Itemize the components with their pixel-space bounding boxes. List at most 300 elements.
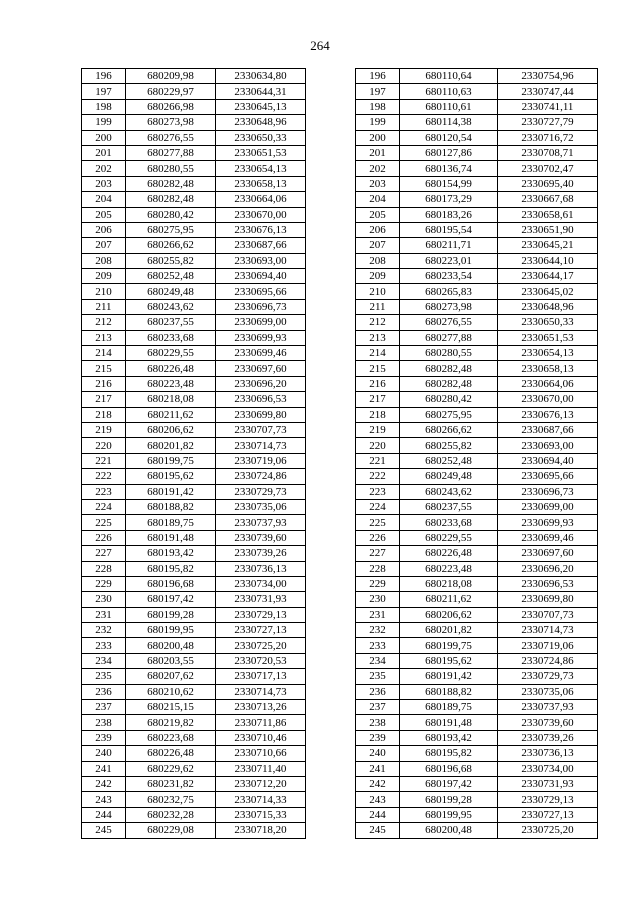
column-gap	[306, 407, 356, 422]
left-y-coordinate-cell: 2330711,40	[216, 761, 306, 776]
column-gap	[306, 684, 356, 699]
right-point-number-cell: 241	[356, 761, 400, 776]
right-x-coordinate-cell: 680200,48	[400, 823, 498, 838]
right-point-number-cell: 202	[356, 161, 400, 176]
column-gap	[306, 115, 356, 130]
left-x-coordinate-cell: 680191,42	[126, 484, 216, 499]
table-row	[82, 192, 598, 207]
left-y-coordinate-cell: 2330731,93	[216, 592, 306, 607]
left-y-coordinate-cell: 2330699,00	[216, 315, 306, 330]
left-x-coordinate-cell: 680210,62	[126, 684, 216, 699]
column-gap	[306, 192, 356, 207]
table-row	[82, 807, 598, 822]
left-x-coordinate-cell: 680226,48	[126, 746, 216, 761]
column-gap	[306, 284, 356, 299]
left-point-number-cell: 212	[82, 315, 126, 330]
right-x-coordinate-cell: 680237,55	[400, 499, 498, 514]
right-point-number-cell: 196	[356, 69, 400, 84]
left-y-coordinate-cell: 2330717,13	[216, 669, 306, 684]
left-point-number-cell: 225	[82, 515, 126, 530]
left-point-number-cell: 229	[82, 576, 126, 591]
column-gap	[306, 176, 356, 191]
right-point-number-cell: 232	[356, 623, 400, 638]
right-point-number-cell: 238	[356, 715, 400, 730]
left-y-coordinate-cell: 2330696,53	[216, 392, 306, 407]
left-x-coordinate-cell: 680201,82	[126, 438, 216, 453]
table-row	[82, 576, 598, 591]
right-y-coordinate-cell: 2330707,73	[498, 607, 598, 622]
right-y-coordinate-cell: 2330741,11	[498, 99, 598, 114]
column-gap	[306, 222, 356, 237]
right-point-number-cell: 217	[356, 392, 400, 407]
left-x-coordinate-cell: 680275,95	[126, 222, 216, 237]
right-y-coordinate-cell: 2330697,60	[498, 546, 598, 561]
left-point-number-cell: 231	[82, 607, 126, 622]
left-y-coordinate-cell: 2330693,00	[216, 253, 306, 268]
left-y-coordinate-cell: 2330710,46	[216, 730, 306, 745]
left-y-coordinate-cell: 2330714,73	[216, 684, 306, 699]
table-row	[82, 422, 598, 437]
right-point-number-cell: 237	[356, 700, 400, 715]
left-y-coordinate-cell: 2330707,73	[216, 422, 306, 437]
table-row	[82, 115, 598, 130]
column-gap	[306, 361, 356, 376]
right-x-coordinate-cell: 680195,62	[400, 653, 498, 668]
left-y-coordinate-cell: 2330696,73	[216, 299, 306, 314]
left-point-number-cell: 241	[82, 761, 126, 776]
column-gap	[306, 576, 356, 591]
left-point-number-cell: 244	[82, 807, 126, 822]
table-row	[82, 700, 598, 715]
table-row	[82, 499, 598, 514]
right-y-coordinate-cell: 2330702,47	[498, 161, 598, 176]
table-row	[82, 161, 598, 176]
left-x-coordinate-cell: 680188,82	[126, 499, 216, 514]
left-x-coordinate-cell: 680255,82	[126, 253, 216, 268]
column-gap	[306, 484, 356, 499]
left-x-coordinate-cell: 680243,62	[126, 299, 216, 314]
right-x-coordinate-cell: 680223,48	[400, 561, 498, 576]
table-row	[82, 546, 598, 561]
column-gap	[306, 746, 356, 761]
left-point-number-cell: 220	[82, 438, 126, 453]
right-x-coordinate-cell: 680211,62	[400, 592, 498, 607]
right-y-coordinate-cell: 2330645,02	[498, 284, 598, 299]
right-point-number-cell: 244	[356, 807, 400, 822]
left-x-coordinate-cell: 680229,97	[126, 84, 216, 99]
left-point-number-cell: 243	[82, 792, 126, 807]
right-point-number-cell: 229	[356, 576, 400, 591]
left-y-coordinate-cell: 2330697,60	[216, 361, 306, 376]
right-y-coordinate-cell: 2330658,13	[498, 361, 598, 376]
right-point-number-cell: 223	[356, 484, 400, 499]
left-x-coordinate-cell: 680280,42	[126, 207, 216, 222]
right-point-number-cell: 227	[356, 546, 400, 561]
table-row	[82, 561, 598, 576]
column-gap	[306, 99, 356, 114]
column-gap	[306, 715, 356, 730]
column-gap	[306, 130, 356, 145]
column-gap	[306, 669, 356, 684]
left-point-number-cell: 232	[82, 623, 126, 638]
right-point-number-cell: 206	[356, 222, 400, 237]
right-point-number-cell: 203	[356, 176, 400, 191]
right-y-coordinate-cell: 2330650,33	[498, 315, 598, 330]
left-x-coordinate-cell: 680280,55	[126, 161, 216, 176]
right-point-number-cell: 218	[356, 407, 400, 422]
right-x-coordinate-cell: 680110,61	[400, 99, 498, 114]
left-x-coordinate-cell: 680196,68	[126, 576, 216, 591]
column-gap	[306, 392, 356, 407]
column-gap	[306, 546, 356, 561]
table-row	[82, 361, 598, 376]
left-y-coordinate-cell: 2330648,96	[216, 115, 306, 130]
left-x-coordinate-cell: 680189,75	[126, 515, 216, 530]
right-x-coordinate-cell: 680282,48	[400, 361, 498, 376]
table-row	[82, 715, 598, 730]
right-point-number-cell: 224	[356, 499, 400, 514]
left-point-number-cell: 219	[82, 422, 126, 437]
coordinates-table	[81, 68, 598, 839]
left-point-number-cell: 217	[82, 392, 126, 407]
left-y-coordinate-cell: 2330634,80	[216, 69, 306, 84]
left-point-number-cell: 221	[82, 453, 126, 468]
column-gap	[306, 469, 356, 484]
left-y-coordinate-cell: 2330670,00	[216, 207, 306, 222]
left-point-number-cell: 210	[82, 284, 126, 299]
column-gap	[306, 438, 356, 453]
right-point-number-cell: 243	[356, 792, 400, 807]
table-row	[82, 592, 598, 607]
table-row	[82, 315, 598, 330]
table-row	[82, 284, 598, 299]
left-y-coordinate-cell: 2330729,13	[216, 607, 306, 622]
right-y-coordinate-cell: 2330670,00	[498, 392, 598, 407]
right-point-number-cell: 197	[356, 84, 400, 99]
table-row	[82, 761, 598, 776]
left-point-number-cell: 223	[82, 484, 126, 499]
right-x-coordinate-cell: 680154,99	[400, 176, 498, 191]
table-row	[82, 253, 598, 268]
table-row	[82, 484, 598, 499]
right-y-coordinate-cell: 2330727,79	[498, 115, 598, 130]
left-point-number-cell: 230	[82, 592, 126, 607]
right-x-coordinate-cell: 680252,48	[400, 453, 498, 468]
column-gap	[306, 730, 356, 745]
left-x-coordinate-cell: 680223,48	[126, 376, 216, 391]
right-point-number-cell: 207	[356, 238, 400, 253]
column-gap	[306, 299, 356, 314]
right-y-coordinate-cell: 2330699,93	[498, 515, 598, 530]
right-point-number-cell: 245	[356, 823, 400, 838]
left-y-coordinate-cell: 2330739,26	[216, 546, 306, 561]
table-row	[82, 469, 598, 484]
table-row	[82, 238, 598, 253]
right-x-coordinate-cell: 680110,64	[400, 69, 498, 84]
right-point-number-cell: 211	[356, 299, 400, 314]
left-x-coordinate-cell: 680219,82	[126, 715, 216, 730]
right-point-number-cell: 228	[356, 561, 400, 576]
left-x-coordinate-cell: 680282,48	[126, 176, 216, 191]
column-gap	[306, 807, 356, 822]
right-point-number-cell: 219	[356, 422, 400, 437]
left-y-coordinate-cell: 2330736,13	[216, 561, 306, 576]
left-point-number-cell: 237	[82, 700, 126, 715]
left-x-coordinate-cell: 680193,42	[126, 546, 216, 561]
left-point-number-cell: 197	[82, 84, 126, 99]
right-x-coordinate-cell: 680276,55	[400, 315, 498, 330]
right-point-number-cell: 214	[356, 346, 400, 361]
right-point-number-cell: 201	[356, 145, 400, 160]
column-gap	[306, 161, 356, 176]
left-x-coordinate-cell: 680197,42	[126, 592, 216, 607]
left-point-number-cell: 203	[82, 176, 126, 191]
left-y-coordinate-cell: 2330650,33	[216, 130, 306, 145]
left-y-coordinate-cell: 2330699,93	[216, 330, 306, 345]
left-x-coordinate-cell: 680252,48	[126, 269, 216, 284]
left-x-coordinate-cell: 680218,08	[126, 392, 216, 407]
table-row	[82, 299, 598, 314]
table-row	[82, 376, 598, 391]
right-y-coordinate-cell: 2330729,13	[498, 792, 598, 807]
right-x-coordinate-cell: 680280,55	[400, 346, 498, 361]
left-y-coordinate-cell: 2330658,13	[216, 176, 306, 191]
left-x-coordinate-cell: 680215,15	[126, 700, 216, 715]
left-point-number-cell: 215	[82, 361, 126, 376]
left-y-coordinate-cell: 2330645,13	[216, 99, 306, 114]
left-point-number-cell: 242	[82, 776, 126, 791]
table-row	[82, 823, 598, 838]
right-point-number-cell: 209	[356, 269, 400, 284]
table-row	[82, 669, 598, 684]
right-y-coordinate-cell: 2330747,44	[498, 84, 598, 99]
right-y-coordinate-cell: 2330658,61	[498, 207, 598, 222]
column-gap	[306, 207, 356, 222]
left-y-coordinate-cell: 2330725,20	[216, 638, 306, 653]
right-x-coordinate-cell: 680173,29	[400, 192, 498, 207]
right-point-number-cell: 222	[356, 469, 400, 484]
left-y-coordinate-cell: 2330664,06	[216, 192, 306, 207]
right-point-number-cell: 221	[356, 453, 400, 468]
column-gap	[306, 515, 356, 530]
column-gap	[306, 561, 356, 576]
column-gap	[306, 700, 356, 715]
right-x-coordinate-cell: 680191,48	[400, 715, 498, 730]
left-point-number-cell: 239	[82, 730, 126, 745]
table-row	[82, 222, 598, 237]
left-x-coordinate-cell: 680249,48	[126, 284, 216, 299]
right-y-coordinate-cell: 2330695,40	[498, 176, 598, 191]
right-point-number-cell: 236	[356, 684, 400, 699]
left-y-coordinate-cell: 2330724,86	[216, 469, 306, 484]
right-y-coordinate-cell: 2330676,13	[498, 407, 598, 422]
table-row	[82, 623, 598, 638]
table-row	[82, 269, 598, 284]
right-y-coordinate-cell: 2330719,06	[498, 638, 598, 653]
table-row	[82, 69, 598, 84]
left-point-number-cell: 207	[82, 238, 126, 253]
left-x-coordinate-cell: 680199,75	[126, 453, 216, 468]
right-point-number-cell: 220	[356, 438, 400, 453]
table-row	[82, 746, 598, 761]
right-point-number-cell: 200	[356, 130, 400, 145]
right-x-coordinate-cell: 680120,54	[400, 130, 498, 145]
table-row	[82, 730, 598, 745]
table-row	[82, 684, 598, 699]
right-y-coordinate-cell: 2330727,13	[498, 807, 598, 822]
column-gap	[306, 638, 356, 653]
right-x-coordinate-cell: 680211,71	[400, 238, 498, 253]
right-point-number-cell: 230	[356, 592, 400, 607]
table-row	[82, 515, 598, 530]
left-point-number-cell: 224	[82, 499, 126, 514]
table-row	[82, 407, 598, 422]
right-y-coordinate-cell: 2330729,73	[498, 669, 598, 684]
right-y-coordinate-cell: 2330724,86	[498, 653, 598, 668]
right-y-coordinate-cell: 2330735,06	[498, 684, 598, 699]
right-point-number-cell: 233	[356, 638, 400, 653]
right-x-coordinate-cell: 680197,42	[400, 776, 498, 791]
left-x-coordinate-cell: 680231,82	[126, 776, 216, 791]
right-y-coordinate-cell: 2330739,26	[498, 730, 598, 745]
right-point-number-cell: 239	[356, 730, 400, 745]
table-row	[82, 453, 598, 468]
right-point-number-cell: 210	[356, 284, 400, 299]
right-x-coordinate-cell: 680110,63	[400, 84, 498, 99]
table-row	[82, 99, 598, 114]
left-point-number-cell: 235	[82, 669, 126, 684]
left-point-number-cell: 200	[82, 130, 126, 145]
right-point-number-cell: 235	[356, 669, 400, 684]
table-row	[82, 776, 598, 791]
left-point-number-cell: 202	[82, 161, 126, 176]
right-x-coordinate-cell: 680127,86	[400, 145, 498, 160]
column-gap	[306, 761, 356, 776]
left-x-coordinate-cell: 680211,62	[126, 407, 216, 422]
right-y-coordinate-cell: 2330693,00	[498, 438, 598, 453]
right-point-number-cell: 198	[356, 99, 400, 114]
left-x-coordinate-cell: 680200,48	[126, 638, 216, 653]
left-x-coordinate-cell: 680232,75	[126, 792, 216, 807]
right-point-number-cell: 225	[356, 515, 400, 530]
left-point-number-cell: 208	[82, 253, 126, 268]
column-gap	[306, 499, 356, 514]
left-y-coordinate-cell: 2330734,00	[216, 576, 306, 591]
left-x-coordinate-cell: 680223,68	[126, 730, 216, 745]
left-point-number-cell: 228	[82, 561, 126, 576]
right-point-number-cell: 204	[356, 192, 400, 207]
right-x-coordinate-cell: 680229,55	[400, 530, 498, 545]
right-x-coordinate-cell: 680223,01	[400, 253, 498, 268]
right-y-coordinate-cell: 2330716,72	[498, 130, 598, 145]
left-point-number-cell: 238	[82, 715, 126, 730]
right-x-coordinate-cell: 680233,68	[400, 515, 498, 530]
left-x-coordinate-cell: 680237,55	[126, 315, 216, 330]
right-x-coordinate-cell: 680255,82	[400, 438, 498, 453]
left-x-coordinate-cell: 680233,68	[126, 330, 216, 345]
left-x-coordinate-cell: 680209,98	[126, 69, 216, 84]
right-y-coordinate-cell: 2330667,68	[498, 192, 598, 207]
table-row	[82, 176, 598, 191]
left-point-number-cell: 196	[82, 69, 126, 84]
right-y-coordinate-cell: 2330645,21	[498, 238, 598, 253]
right-y-coordinate-cell: 2330644,10	[498, 253, 598, 268]
right-x-coordinate-cell: 680199,28	[400, 792, 498, 807]
left-y-coordinate-cell: 2330696,20	[216, 376, 306, 391]
right-point-number-cell: 231	[356, 607, 400, 622]
right-y-coordinate-cell: 2330699,80	[498, 592, 598, 607]
right-x-coordinate-cell: 680218,08	[400, 576, 498, 591]
left-x-coordinate-cell: 680226,48	[126, 361, 216, 376]
left-y-coordinate-cell: 2330651,53	[216, 145, 306, 160]
column-gap	[306, 376, 356, 391]
left-y-coordinate-cell: 2330714,73	[216, 438, 306, 453]
right-x-coordinate-cell: 680273,98	[400, 299, 498, 314]
left-point-number-cell: 227	[82, 546, 126, 561]
right-x-coordinate-cell: 680195,82	[400, 746, 498, 761]
left-x-coordinate-cell: 680229,55	[126, 346, 216, 361]
column-gap	[306, 823, 356, 838]
table-row	[82, 130, 598, 145]
left-point-number-cell: 201	[82, 145, 126, 160]
right-x-coordinate-cell: 680249,48	[400, 469, 498, 484]
right-y-coordinate-cell: 2330694,40	[498, 453, 598, 468]
right-point-number-cell: 208	[356, 253, 400, 268]
right-y-coordinate-cell: 2330695,66	[498, 469, 598, 484]
left-y-coordinate-cell: 2330720,53	[216, 653, 306, 668]
right-y-coordinate-cell: 2330644,17	[498, 269, 598, 284]
table-row	[82, 607, 598, 622]
right-point-number-cell: 234	[356, 653, 400, 668]
right-x-coordinate-cell: 680282,48	[400, 376, 498, 391]
left-x-coordinate-cell: 680273,98	[126, 115, 216, 130]
column-gap	[306, 623, 356, 638]
left-x-coordinate-cell: 680195,82	[126, 561, 216, 576]
column-gap	[306, 330, 356, 345]
right-point-number-cell: 205	[356, 207, 400, 222]
left-x-coordinate-cell: 680277,88	[126, 145, 216, 160]
left-x-coordinate-cell: 680199,28	[126, 607, 216, 622]
column-gap	[306, 607, 356, 622]
left-x-coordinate-cell: 680232,28	[126, 807, 216, 822]
right-x-coordinate-cell: 680189,75	[400, 700, 498, 715]
right-y-coordinate-cell: 2330725,20	[498, 823, 598, 838]
right-x-coordinate-cell: 680280,42	[400, 392, 498, 407]
right-y-coordinate-cell: 2330714,73	[498, 623, 598, 638]
left-y-coordinate-cell: 2330711,86	[216, 715, 306, 730]
left-x-coordinate-cell: 680206,62	[126, 422, 216, 437]
left-y-coordinate-cell: 2330729,73	[216, 484, 306, 499]
left-point-number-cell: 211	[82, 299, 126, 314]
right-x-coordinate-cell: 680114,38	[400, 115, 498, 130]
left-x-coordinate-cell: 680266,62	[126, 238, 216, 253]
right-y-coordinate-cell: 2330731,93	[498, 776, 598, 791]
right-x-coordinate-cell: 680206,62	[400, 607, 498, 622]
table-row	[82, 145, 598, 160]
left-x-coordinate-cell: 680276,55	[126, 130, 216, 145]
right-x-coordinate-cell: 680196,68	[400, 761, 498, 776]
table-row	[82, 638, 598, 653]
right-x-coordinate-cell: 680199,75	[400, 638, 498, 653]
right-y-coordinate-cell: 2330696,20	[498, 561, 598, 576]
left-y-coordinate-cell: 2330687,66	[216, 238, 306, 253]
left-x-coordinate-cell: 680199,95	[126, 623, 216, 638]
right-y-coordinate-cell: 2330754,96	[498, 69, 598, 84]
right-x-coordinate-cell: 680183,26	[400, 207, 498, 222]
left-point-number-cell: 226	[82, 530, 126, 545]
right-y-coordinate-cell: 2330708,71	[498, 145, 598, 160]
left-point-number-cell: 233	[82, 638, 126, 653]
